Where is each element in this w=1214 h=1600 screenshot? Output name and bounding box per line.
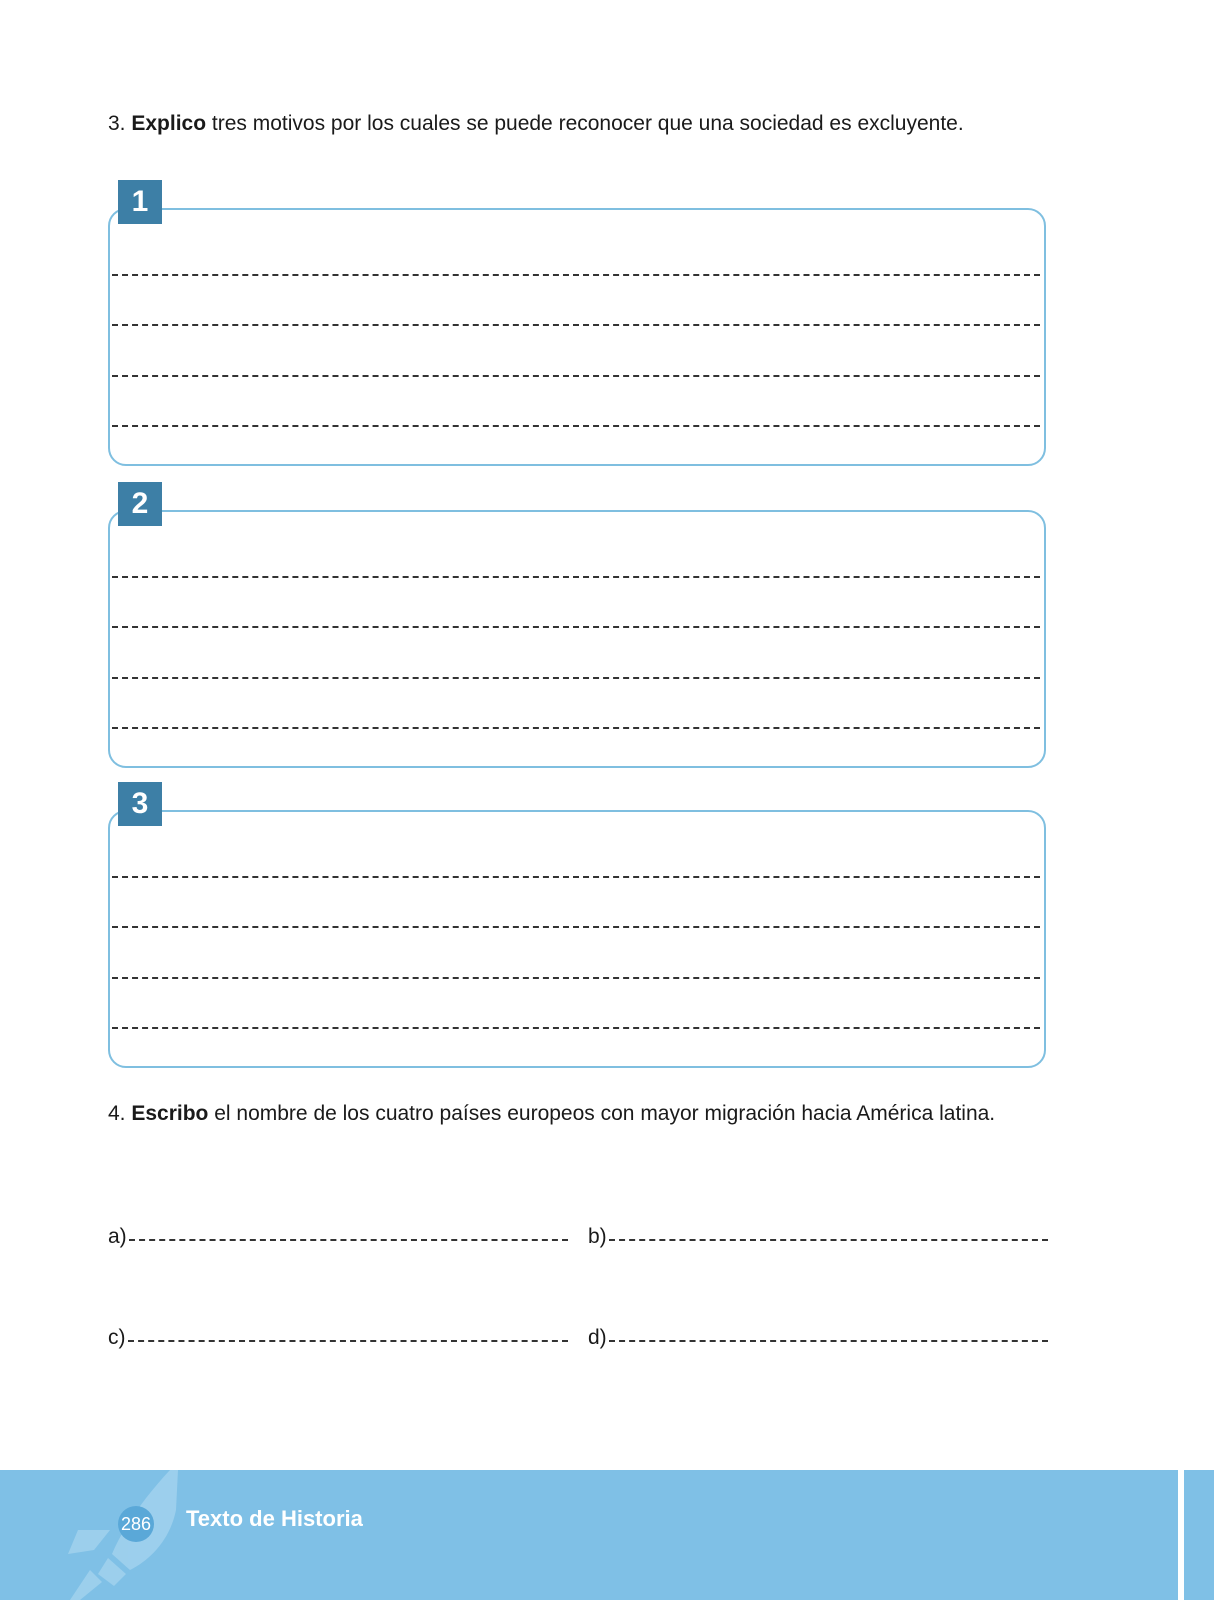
rocket-icon [50,1470,190,1600]
question-3 [108,110,964,138]
page-number: 286 [118,1506,154,1542]
blank-line [609,1239,1048,1241]
writing-line [112,977,1040,979]
answer-blank-a[interactable] [108,1225,568,1249]
answer-box-2[interactable] [108,487,1046,768]
footer-edge-tab [1192,1470,1214,1600]
writing-line [112,576,1040,578]
writing-line [112,274,1040,276]
answer-box-1[interactable] [108,185,1046,466]
box-number-badge: 3 [118,782,162,826]
question-4 [108,1100,995,1128]
question-number: 4. [108,1102,126,1125]
question-number: 3. [108,112,126,135]
footer-title: Texto de Historia [186,1506,363,1531]
question-text: tres motivos por los cuales se puede reconocer que una sociedad es excluyente. [206,112,964,135]
answer-blank-d[interactable] [588,1326,1048,1350]
answer-box-3[interactable] [108,787,1046,1068]
writing-line [112,626,1040,628]
question-verb: Explico [131,112,207,135]
writing-line [112,375,1040,377]
answer-blank-b[interactable] [588,1225,1048,1249]
blank-label: a) [108,1225,127,1248]
writing-line [112,926,1040,928]
writing-line [112,727,1040,729]
footer-edge-stripe [1178,1470,1184,1600]
writing-line [112,425,1040,427]
writing-line [112,876,1040,878]
question-text: el nombre de los cuatro países europeos con mayor migración hacia América latina. [208,1102,996,1125]
writing-line [112,1027,1040,1029]
question-verb: Escribo [131,1102,209,1125]
blank-label: b) [588,1225,607,1248]
writing-line [112,324,1040,326]
blank-line [128,1340,569,1342]
box-number-badge: 1 [118,180,162,224]
blank-line [129,1239,568,1241]
writing-line [112,677,1040,679]
answer-blank-c[interactable] [108,1326,568,1350]
blank-label: d) [588,1326,607,1349]
box-number-badge: 2 [118,482,162,526]
blank-line [609,1340,1048,1342]
blank-label: c) [108,1326,126,1349]
page-footer [0,1470,1214,1600]
